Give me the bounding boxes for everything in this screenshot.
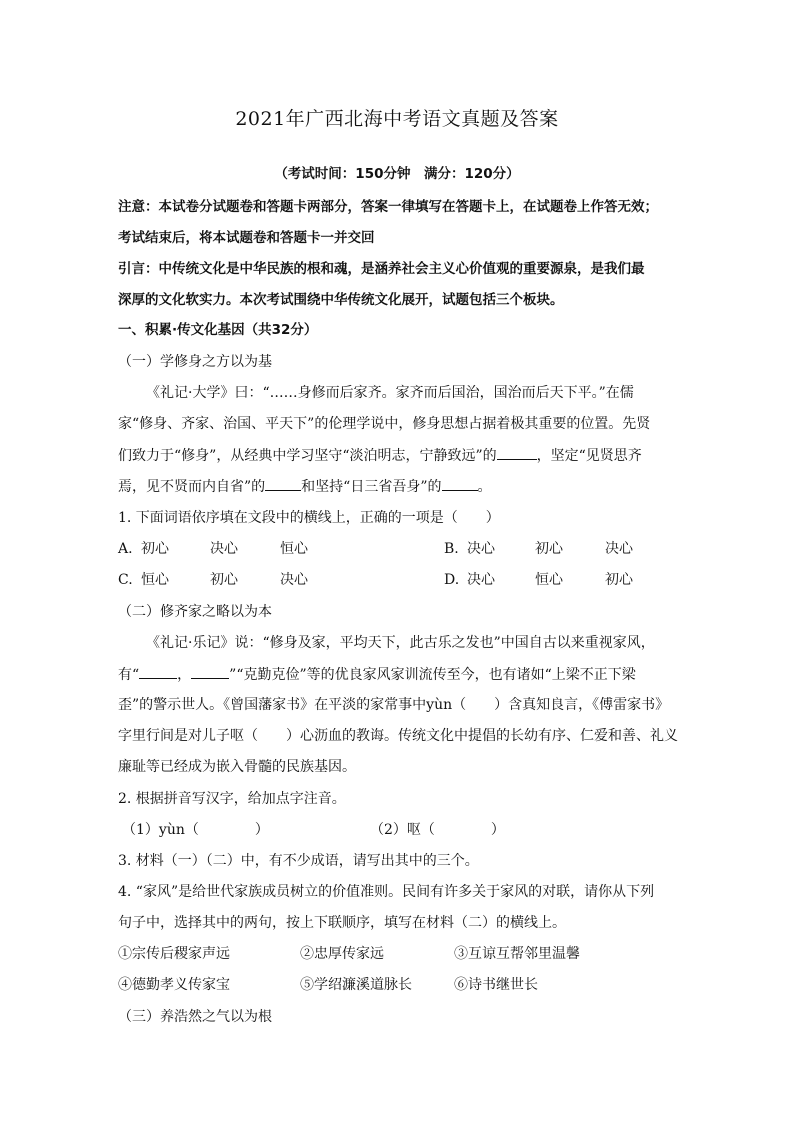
option-word: 决心	[210, 541, 238, 557]
question-4-stem-line: 句子中，选择其中的两句，按上下联顺序，填写在材料（二）的横线上。	[118, 915, 566, 931]
couplet-option: ②忠厚传家远	[300, 946, 384, 962]
intro-line-1: 引言：中传统文化是中华民族的根和魂，是涵养社会主义心价值观的重要源泉，是我们最	[118, 261, 645, 277]
option-word: 决心	[280, 572, 308, 588]
couplet-option: ④德勤孝义传家宝	[118, 977, 230, 993]
text-segment: ，坚定“见贤思齐	[536, 448, 642, 464]
question-2-item-2: （2）呕（ ）	[370, 822, 505, 838]
text-segment: 和坚持“日三省吾身”的	[301, 479, 442, 495]
option-word: 初心	[605, 572, 633, 588]
question-2-stem: 2. 根据拼音写汉字，给加点字注音。	[118, 791, 346, 807]
part3-heading: （三）养浩然之气以为根	[118, 1009, 272, 1025]
part2-paragraph-line: 歪”的警示世人。《曾国藩家书》在平淡的家常事中yùn（ ）含真知良言，《傅雷家书》	[118, 697, 670, 713]
text-segment: 焉，见不贤而内自省”的	[118, 479, 266, 495]
part1-paragraph-line	[118, 476, 492, 497]
text-segment: 有“	[118, 667, 140, 683]
fill-blank	[265, 476, 301, 491]
part1-heading: （一）学修身之方以为基	[118, 354, 272, 370]
fill-blank	[497, 445, 537, 460]
option-word: 决心	[605, 541, 633, 557]
exam-info: （考试时间：150分钟 满分：120分）	[274, 166, 520, 182]
option-word: 初心	[141, 541, 169, 557]
text-segment: ”“克勤克俭”等的优良家风家训流传至今，也有诸如“上梁不正下梁	[229, 667, 636, 683]
option-label: B.	[444, 541, 459, 557]
couplet-option: ①宗传后稷家声远	[118, 946, 230, 962]
part1-paragraph-line	[118, 445, 642, 466]
part2-paragraph-line: 字里行间是对儿子呕（ ）心沥血的教诲。传统文化中提倡的长幼有序、仁爱和善、礼义	[118, 728, 678, 744]
option-word: 决心	[467, 572, 495, 588]
question-4-stem-line: 4. “家风”是给世代家族成员树立的价值准则。民间有许多关于家风的对联，请你从下列	[118, 884, 655, 900]
option-word: 初心	[535, 541, 563, 557]
intro-line-2: 深厚的文化软实力。本次考试围绕中华传统文化展开，试题包括三个板块。	[118, 292, 564, 308]
option-word: 恒心	[535, 572, 563, 588]
part1-paragraph-line: 《礼记·大学》曰：“……身修而后家齐。家齐而后国治，国治而后天下平。”在儒	[146, 385, 634, 401]
part2-paragraph-line	[118, 664, 636, 685]
text-segment: 。	[477, 479, 492, 495]
section-heading: 一、积累·传文化基因（共32分）	[118, 322, 318, 338]
option-label: C.	[118, 572, 133, 588]
option-word: 初心	[210, 572, 238, 588]
couplet-option: ⑤学绍濂溪道脉长	[300, 977, 412, 993]
text-segment: 们致力于“修身”，从经典中学习坚守“淡泊明志，宁静致远”的	[118, 448, 497, 464]
fill-blank	[139, 664, 177, 679]
option-word: 恒心	[141, 572, 169, 588]
question-1-stem: 1. 下面词语依序填在文段中的横线上，正确的一项是（ ）	[118, 510, 500, 526]
part2-paragraph-line: 《礼记·乐记》说：“修身及家，平均天下，此古乐之发也”中国自古以来重视家风，	[146, 635, 655, 651]
part2-heading: （二）修齐家之略以为本	[118, 604, 272, 620]
option-label: A.	[118, 541, 133, 557]
question-3-stem: 3. 材料（一）（二）中，有不少成语，请写出其中的三个。	[118, 853, 479, 869]
notice-line-2: 考试结束后，将本试题卷和答题卡一并交回	[118, 230, 375, 246]
text-segment: ，	[177, 667, 192, 683]
option-word: 决心	[467, 541, 495, 557]
couplet-option: ⑥诗书继世长	[454, 977, 538, 993]
notice-line-1: 注意：本试卷分试题卷和答题卡两部分，答案一律填写在答题卡上，在试题卷上作答无效；	[118, 199, 658, 215]
option-label: D.	[444, 572, 460, 588]
fill-blank	[442, 476, 478, 491]
part2-paragraph-line: 廉耻等已经成为嵌入骨髓的民族基因。	[118, 759, 356, 775]
question-2-item-1: （1）yùn（ ）	[122, 822, 269, 838]
part1-paragraph-line: 家“修身、齐家、治国、平天下”的伦理学说中，修身思想占据着极其重要的位置。先贤	[118, 416, 651, 432]
page-title: 2021年广西北海中考语文真题及答案	[235, 108, 559, 130]
option-word: 恒心	[280, 541, 308, 557]
fill-blank	[191, 664, 229, 679]
couplet-option: ③互谅互帮邻里温馨	[454, 946, 580, 962]
